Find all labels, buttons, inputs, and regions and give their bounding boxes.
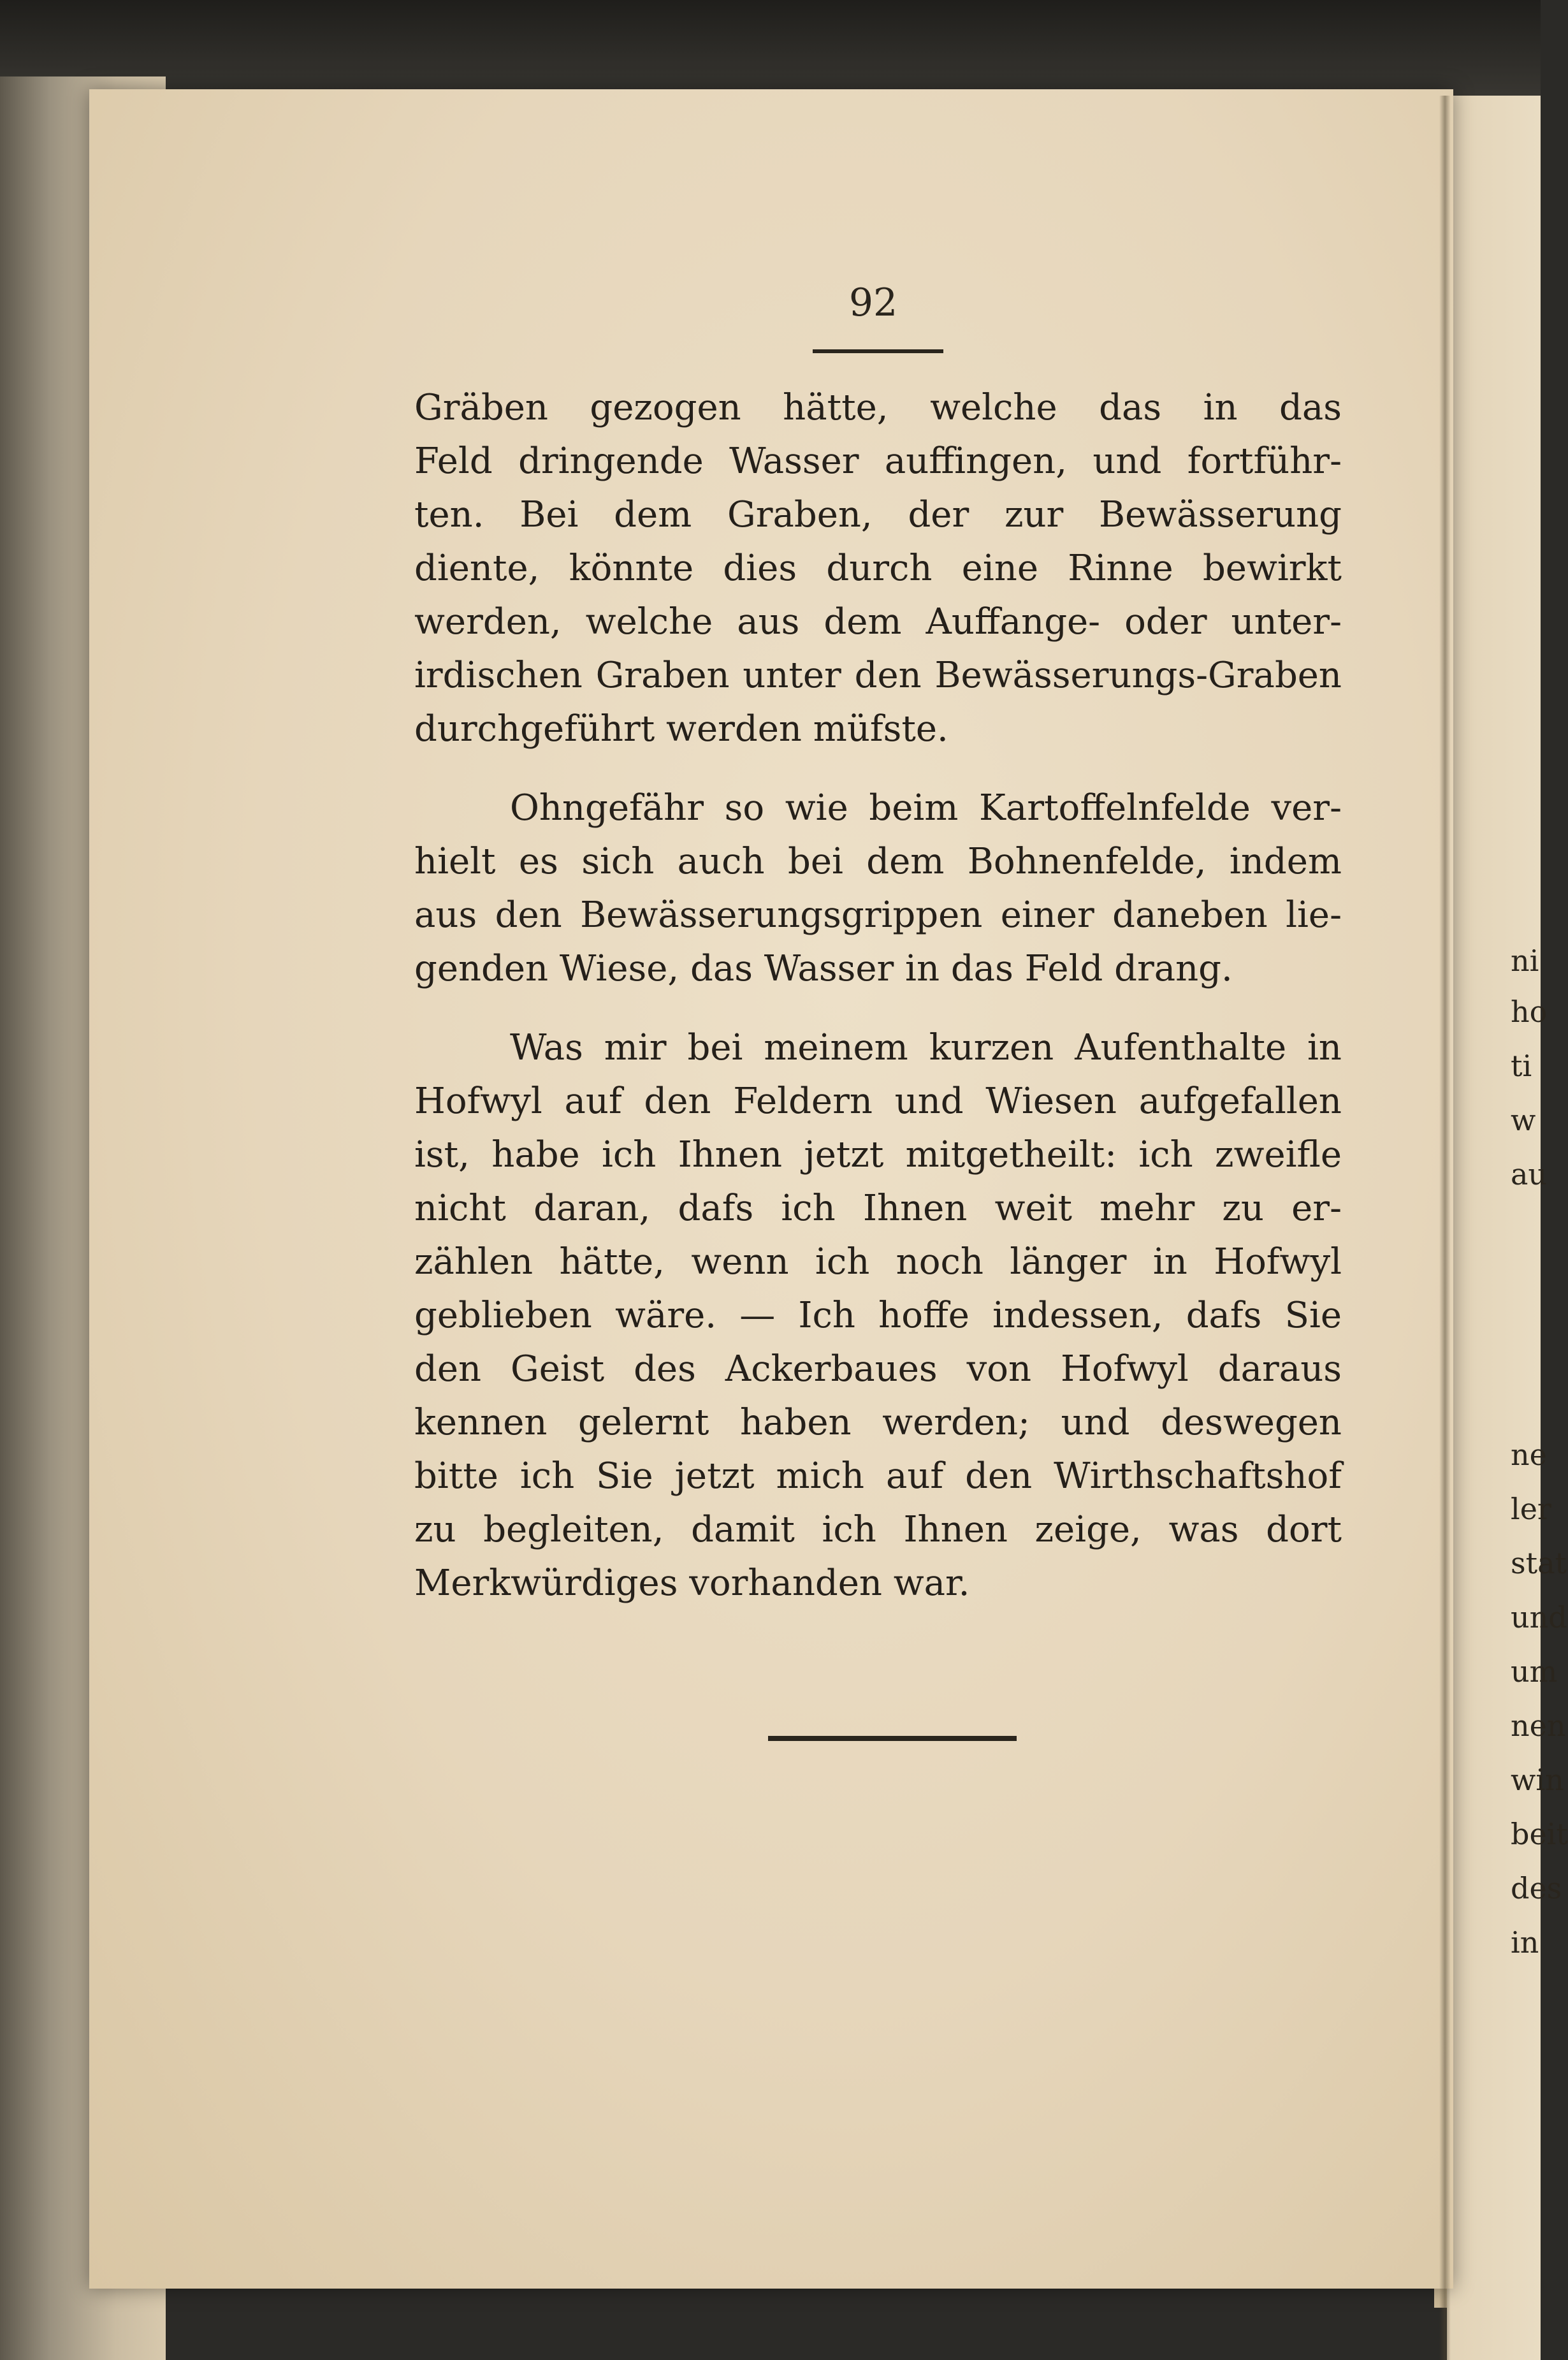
right-page-fragment: und [1511, 1600, 1567, 1635]
text-line: Hofwyl auf den Feldern und Wiesen aufgefallen [414, 1081, 1342, 1122]
text-line: aus den Bewässerungsgrippen einer daneben lie- [414, 894, 1342, 936]
book-gutter [1439, 96, 1451, 2360]
book-cover-edge [0, 0, 1541, 102]
right-page-fragment: des [1511, 1871, 1562, 1905]
right-page-fragment: beit [1511, 1817, 1568, 1851]
text-line: werden, welche aus dem Auffange- oder unter- [414, 601, 1342, 643]
text-line: durchgeführt werden müfste. [414, 708, 948, 750]
text-line: Merkwürdiges vorhanden war. [414, 1562, 970, 1604]
right-page-fragment: ler [1511, 1492, 1551, 1526]
text-line: bitte ich Sie jetzt mich auf den Wirthschaftshof [414, 1455, 1342, 1497]
paragraph-3 [414, 1021, 1342, 1610]
text-line: den Geist des Ackerbaues von Hofwyl daraus [414, 1348, 1342, 1390]
text-line: kennen gelernt haben werden; und deswegen [414, 1402, 1342, 1443]
paragraph-1 [414, 381, 1342, 756]
text-line: ten. Bei dem Graben, der zur Bewässerung [414, 494, 1342, 535]
right-page-fragment: w [1511, 1103, 1536, 1137]
right-page-fragment: in [1511, 1925, 1539, 1960]
text-line: Feld dringende Wasser auffingen, und fortführ- [414, 441, 1342, 482]
text-line: Was mir bei meinem kurzen Aufenthalte in [510, 1027, 1342, 1068]
text-line: hielt es sich auch bei dem Bohnenfelde, indem [414, 841, 1342, 882]
text-line: diente, könnte dies durch eine Rinne bewirkt [414, 548, 1342, 589]
text-line: ist, habe ich Ihnen jetzt mitgetheilt: ich zweifle [414, 1134, 1342, 1176]
paragraph-2 [414, 782, 1342, 996]
text-line: Ohngefähr so wie beim Kartoffelnfelde ver- [510, 787, 1342, 829]
right-page-fragment: stat [1511, 1546, 1567, 1580]
text-line: zu begleiten, damit ich Ihnen zeige, was dort [414, 1509, 1342, 1550]
text-line: Gräben gezogen hätte, welche das in das [414, 387, 1342, 428]
text-line: geblieben wäre. — Ich hoffe indessen, dafs Sie [414, 1295, 1342, 1336]
right-page-fragment: nen [1511, 1708, 1566, 1743]
right-page-fragment: ni [1511, 943, 1539, 978]
text-line: zählen hätte, wenn ich noch länger in Hofwyl [414, 1241, 1342, 1283]
right-page-fragment: ti [1511, 1049, 1532, 1083]
page-number: 92 [848, 280, 898, 325]
text-line: nicht daran, dafs ich Ihnen weit mehr zu er- [414, 1188, 1342, 1229]
page-number-rule [813, 349, 943, 353]
right-page-fragment: ne [1511, 1438, 1547, 1472]
right-page [1447, 96, 1541, 2360]
right-page-fragment: win [1511, 1763, 1564, 1797]
body-text [414, 381, 1342, 1610]
right-page-fragment: au [1511, 1157, 1548, 1191]
text-line: irdischen Graben unter den Bewässerungs-Graben [414, 655, 1342, 696]
right-page-fragment: ho [1511, 994, 1548, 1029]
closing-rule [768, 1736, 1017, 1741]
right-page-fragment: um [1511, 1654, 1558, 1689]
text-line: genden Wiese, das Wasser in das Feld drang. [414, 948, 1233, 989]
